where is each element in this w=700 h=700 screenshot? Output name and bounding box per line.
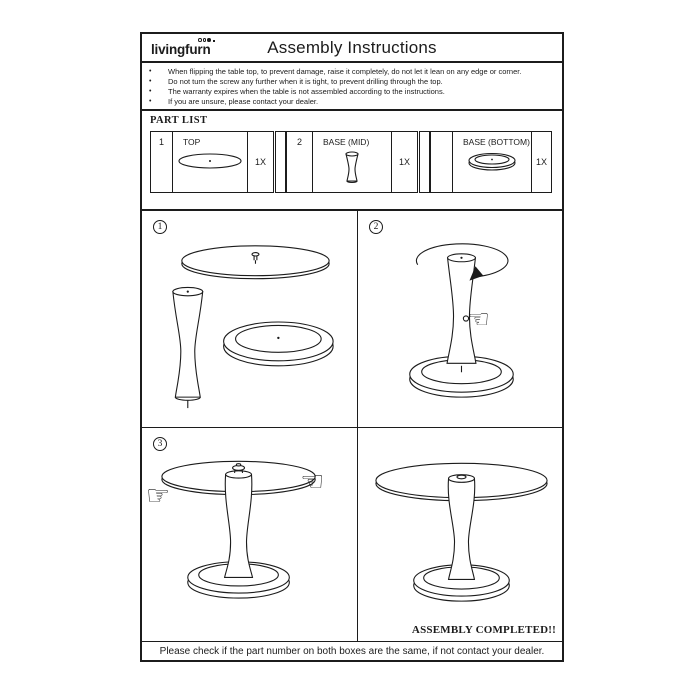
notice-line bbox=[149, 77, 556, 87]
part-quantity: 1X bbox=[531, 132, 551, 192]
step-2-panel bbox=[358, 211, 562, 428]
part-quantity: 1X bbox=[247, 132, 273, 192]
column-diagram bbox=[225, 464, 253, 578]
instruction-sheet bbox=[140, 32, 564, 662]
hand-icon: ☜ bbox=[300, 466, 325, 498]
bullet-icon: • bbox=[149, 77, 152, 85]
brand-logo-text: livingfurn bbox=[151, 42, 211, 57]
part-number: 2 bbox=[287, 132, 313, 192]
step-1-panel bbox=[142, 211, 358, 428]
part-number: 1 bbox=[151, 132, 173, 192]
notice-line bbox=[149, 97, 556, 107]
notice-line bbox=[149, 67, 556, 77]
part-list-spacer bbox=[419, 131, 430, 193]
logo-dots-icon bbox=[198, 38, 211, 42]
assembly-steps-grid bbox=[142, 211, 562, 641]
part-box-top bbox=[150, 131, 274, 193]
hand-icon: ☞ bbox=[145, 480, 171, 512]
notice-text: If you are unsure, please contact your dealer. bbox=[168, 96, 319, 106]
footer-text: Please check if the part number on both boxes are the same, if not contact your dealer. bbox=[159, 645, 545, 657]
step-number-badge: 1 bbox=[153, 220, 167, 234]
header bbox=[142, 34, 562, 63]
step-3-diagram bbox=[142, 428, 357, 641]
part-quantity: 1X bbox=[391, 132, 417, 192]
column-diagram bbox=[448, 475, 475, 580]
svg-text:☜: ☜ bbox=[467, 304, 490, 334]
column-part-diagram bbox=[313, 150, 391, 190]
notice-text: The warranty expires when the table is not assembled according to the instructions. bbox=[168, 86, 445, 96]
part-list-label: PART LIST bbox=[150, 115, 208, 126]
part-box-base-bottom bbox=[430, 131, 552, 193]
column-diagram bbox=[173, 287, 203, 408]
footer-note bbox=[142, 641, 562, 660]
bullet-icon: • bbox=[149, 87, 152, 95]
brand-logo bbox=[151, 42, 211, 57]
part-list-section bbox=[142, 111, 562, 211]
page-title: Assembly Instructions bbox=[267, 37, 437, 57]
part-list-spacer bbox=[275, 131, 286, 193]
step-2-diagram bbox=[358, 211, 562, 427]
hand-icon bbox=[463, 304, 489, 333]
completed-panel bbox=[358, 428, 562, 641]
part-name: BASE (MID) bbox=[323, 137, 370, 147]
notice-line bbox=[149, 87, 556, 97]
part-name: TOP bbox=[183, 137, 201, 147]
table-top-part-diagram bbox=[173, 150, 247, 177]
notice-text: Do not turn the screw any further when it is tight, to prevent drilling through the top. bbox=[168, 76, 443, 86]
assembly-completed-text: ASSEMBLY COMPLETED!! bbox=[411, 624, 556, 636]
part-name: BASE (BOTTOM) bbox=[463, 137, 530, 147]
part-box-base-mid bbox=[286, 131, 418, 193]
warning-notices bbox=[142, 63, 562, 111]
base-part-diagram bbox=[453, 150, 531, 178]
screw-hole-icon bbox=[457, 475, 466, 479]
step-3-panel bbox=[142, 428, 358, 641]
base-diagram bbox=[224, 322, 333, 366]
step-1-diagram bbox=[142, 211, 357, 427]
part-list-row bbox=[150, 131, 554, 193]
table-top-diagram bbox=[182, 246, 329, 279]
completed-table-diagram bbox=[358, 428, 562, 641]
trademark-mark bbox=[213, 40, 215, 42]
notice-text: When flipping the table top, to prevent damage, raise it completely, do not let it lean on any edge or corner. bbox=[168, 67, 522, 76]
part-number bbox=[431, 132, 453, 192]
bullet-icon: • bbox=[149, 97, 152, 105]
bullet-icon: • bbox=[149, 68, 152, 75]
step-number-badge: 2 bbox=[369, 220, 383, 234]
step-number-badge: 3 bbox=[153, 437, 167, 451]
